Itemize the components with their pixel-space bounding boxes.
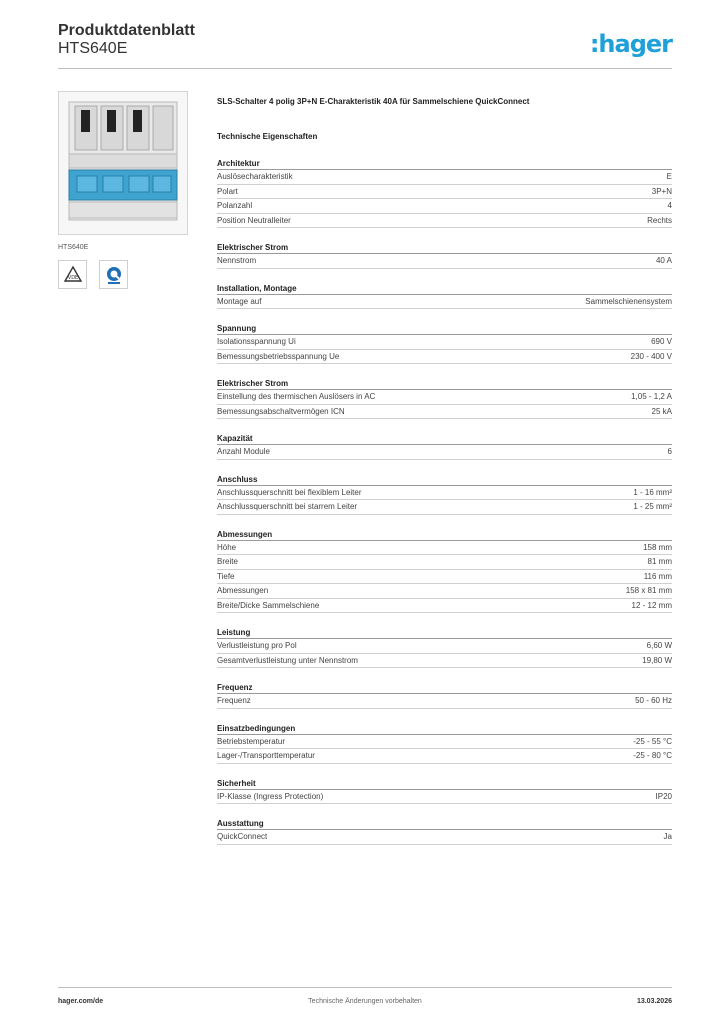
spec-label: Verlustleistung pro Pol <box>217 641 297 650</box>
spec-row <box>217 790 672 805</box>
spec-value: 116 mm <box>643 571 672 581</box>
spec-row <box>217 335 672 350</box>
footer-date: 13.03.2026 <box>636 998 672 1005</box>
spec-value: 690 V <box>651 337 672 346</box>
spec-row <box>217 694 672 709</box>
spec-label: Betriebstemperatur <box>217 736 286 746</box>
spec-label: Polanzahl <box>217 201 253 210</box>
spec-label: Breite/Dicke Sammelschiene <box>217 600 320 610</box>
spec-label: Polart <box>217 186 238 196</box>
spec-label: Bemessungsbetriebsspannung Ue <box>217 351 340 361</box>
spec-section <box>217 530 672 614</box>
spec-value: IP20 <box>655 791 672 801</box>
spec-section <box>217 475 672 515</box>
spec-section <box>217 819 672 845</box>
spec-row <box>217 749 672 764</box>
spec-label: Lager-/Transporttemperatur <box>217 751 315 760</box>
image-caption: HTS640E <box>58 244 89 251</box>
spec-section <box>217 159 672 228</box>
spec-value: 1,05 - 1,2 A <box>631 392 672 401</box>
spec-label: Einstellung des thermischen Auslösers in AC <box>217 392 376 401</box>
spec-row <box>217 584 672 599</box>
spec-section <box>217 284 672 310</box>
spec-value: -25 - 80 °C <box>633 751 672 760</box>
spec-section <box>217 434 672 460</box>
spec-value: Ja <box>663 832 672 841</box>
spec-value: -25 - 55 °C <box>633 736 672 746</box>
section-title: Kapazität <box>217 434 672 445</box>
spec-label: Isolationsspannung Ui <box>217 337 296 346</box>
spec-label: Frequenz <box>217 696 251 705</box>
product-media <box>58 91 186 289</box>
spec-label: Höhe <box>217 542 237 552</box>
spec-label: Nennstrom <box>217 256 257 265</box>
spec-label: Auslösecharakteristik <box>217 172 293 181</box>
quality-mark-icon <box>99 260 128 289</box>
spec-row <box>217 541 672 556</box>
hager-logo[interactable] <box>590 30 672 58</box>
spec-section <box>217 379 672 419</box>
spec-value: 50 - 60 Hz <box>635 696 672 705</box>
product-description: SLS-Schalter 4 polig 3P+N E-Charakteristik 40A für Sammelschiene QuickConnect <box>217 97 530 106</box>
circuit-breaker-icon <box>59 92 187 234</box>
page-header <box>58 22 672 58</box>
spec-row <box>217 639 672 654</box>
section-title: Einsatzbedingungen <box>217 724 672 735</box>
spec-row <box>217 599 672 614</box>
section-title: Abmessungen <box>217 530 672 541</box>
spec-value: Rechts <box>647 215 672 225</box>
spec-value: 230 - 400 V <box>630 351 672 361</box>
spec-value: 6,60 W <box>646 641 672 650</box>
spec-row <box>217 405 672 420</box>
spec-value: Sammelschienensystem <box>585 296 672 306</box>
spec-value: 158 mm <box>643 542 672 552</box>
section-title: Leistung <box>217 628 672 639</box>
section-title: Spannung <box>217 324 672 335</box>
section-title: Elektrischer Strom <box>217 243 672 254</box>
technical-properties-heading: Technische Eigenschaften <box>217 132 318 141</box>
spec-label: Anschlussquerschnitt bei flexiblem Leiter <box>217 487 362 497</box>
spec-value: 158 x 81 mm <box>625 586 672 595</box>
spec-section <box>217 779 672 805</box>
spec-value: 81 mm <box>647 557 672 566</box>
spec-label: Position Neutralleiter <box>217 215 291 225</box>
spec-content <box>217 97 672 845</box>
footer-disclaimer: Technische Änderungen vorbehalten <box>308 998 422 1005</box>
vde-icon <box>58 260 87 289</box>
section-title: Anschluss <box>217 475 672 486</box>
page-title: Produktdatenblatt <box>58 22 195 39</box>
spec-row <box>217 295 672 310</box>
section-title: Elektrischer Strom <box>217 379 672 390</box>
spec-row <box>217 830 672 845</box>
spec-row <box>217 486 672 501</box>
footer-divider <box>58 987 672 988</box>
spec-row <box>217 199 672 214</box>
spec-value: 25 kA <box>651 406 672 416</box>
spec-row <box>217 350 672 365</box>
spec-row <box>217 654 672 669</box>
spec-row <box>217 390 672 405</box>
section-title: Frequenz <box>217 683 672 694</box>
section-title: Architektur <box>217 159 672 170</box>
spec-value: E <box>666 172 672 181</box>
svg-text:VDE: VDE <box>67 274 78 281</box>
spec-sections <box>217 159 672 845</box>
spec-label: Tiefe <box>217 571 235 581</box>
spec-row <box>217 735 672 750</box>
spec-row <box>217 254 672 269</box>
spec-value: 1 - 16 mm² <box>633 487 672 497</box>
spec-row <box>217 570 672 585</box>
spec-row <box>217 445 672 460</box>
certification-marks <box>58 260 186 289</box>
spec-value: 3P+N <box>651 186 672 196</box>
spec-label: QuickConnect <box>217 832 268 841</box>
spec-label: Bemessungsabschaltvermögen ICN <box>217 406 345 416</box>
spec-label: Anschlussquerschnitt bei starrem Leiter <box>217 502 358 511</box>
section-title: Sicherheit <box>217 779 672 790</box>
spec-label: IP-Klasse (Ingress Protection) <box>217 791 324 801</box>
spec-label: Anzahl Module <box>217 447 270 456</box>
footer-website-link[interactable]: hager.com/de <box>58 998 104 1005</box>
logo-text: :hager <box>589 30 672 58</box>
section-title: Installation, Montage <box>217 284 672 295</box>
spec-row <box>217 185 672 200</box>
spec-value: 40 A <box>655 256 672 265</box>
spec-row <box>217 500 672 515</box>
circuit-breaker-image <box>58 91 188 235</box>
spec-section <box>217 243 672 269</box>
section-title: Ausstattung <box>217 819 672 830</box>
spec-section <box>217 724 672 764</box>
product-code: HTS640E <box>58 40 128 57</box>
spec-value: 12 - 12 mm <box>631 600 672 610</box>
spec-section <box>217 628 672 668</box>
spec-row <box>217 214 672 229</box>
spec-section <box>217 683 672 709</box>
spec-label: Montage auf <box>217 296 262 306</box>
spec-label: Abmessungen <box>217 586 269 595</box>
spec-value: 4 <box>667 201 672 210</box>
spec-row <box>217 555 672 570</box>
header-divider <box>58 68 672 69</box>
spec-value: 1 - 25 mm² <box>633 502 672 511</box>
spec-value: 6 <box>667 447 672 456</box>
spec-value: 19,80 W <box>642 655 672 665</box>
spec-row <box>217 170 672 185</box>
spec-section <box>217 324 672 364</box>
spec-label: Gesamtverlustleistung unter Nennstrom <box>217 655 358 665</box>
spec-label: Breite <box>217 557 238 566</box>
